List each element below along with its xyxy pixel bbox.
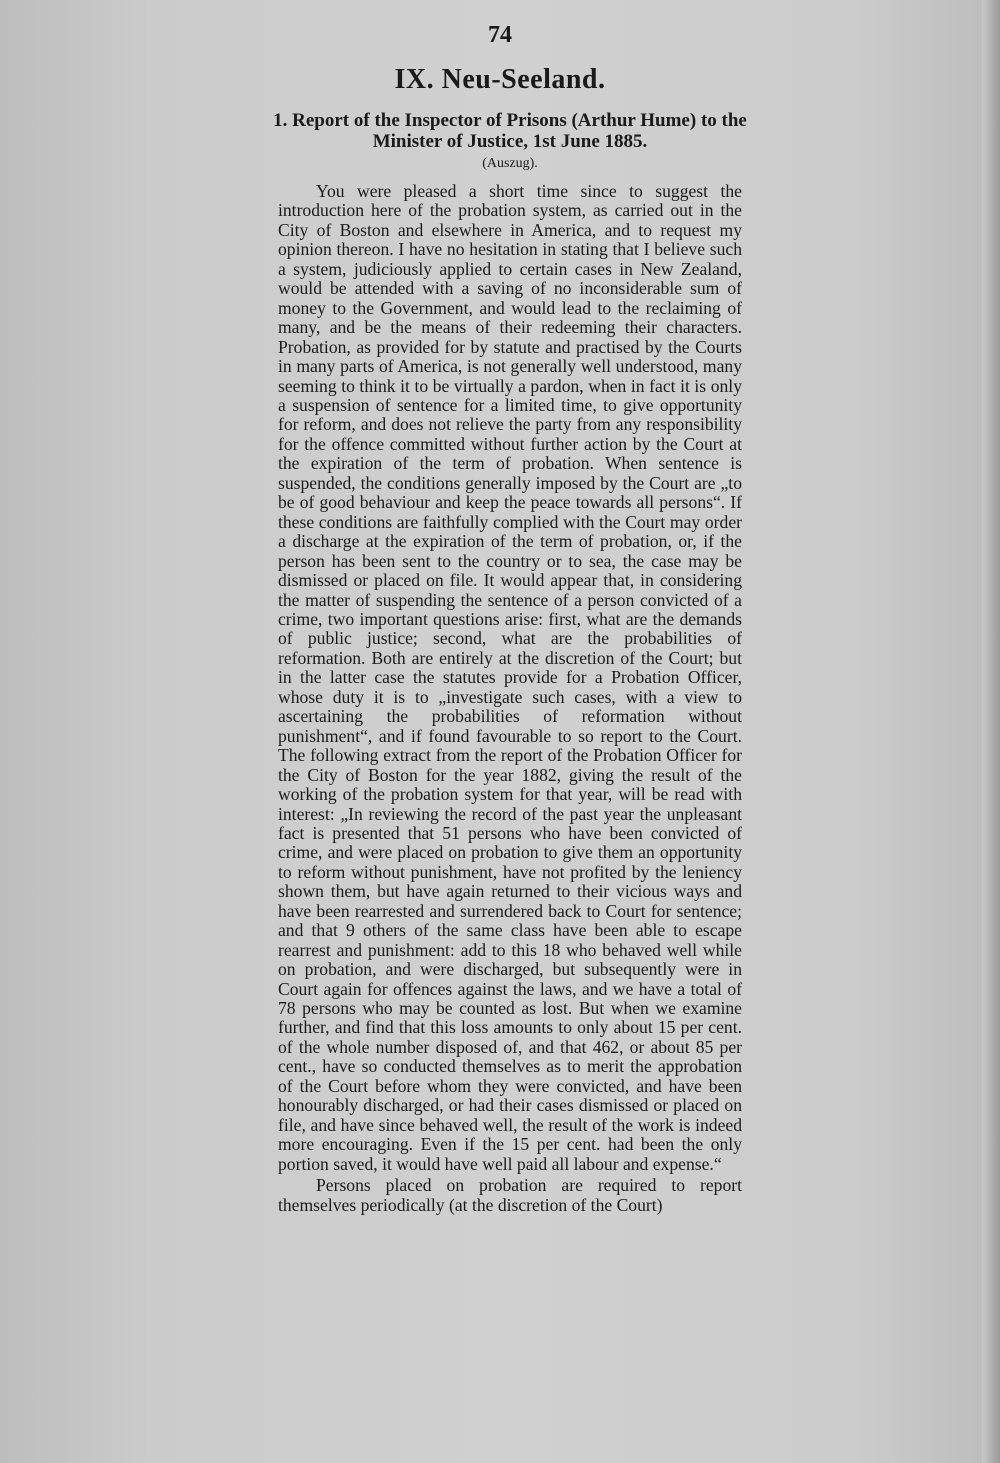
report-title: 1. Report of the Inspector of Prisons (Arthur Hume) to the Minister of Justice, 1st June 1885. [273, 110, 747, 152]
body-text [278, 182, 742, 1215]
section-heading: IX. Neu-Seeland. [394, 64, 606, 95]
page-edge-shadow [982, 0, 1000, 1463]
body-paragraph-2: Persons placed on probation are required to report themselves periodically (at the discretion of the Court) [278, 1175, 742, 1215]
page-number: 74 [488, 22, 512, 48]
excerpt-note: (Auszug). [482, 156, 538, 171]
body-paragraph-1: You were pleased a short time since to suggest the introduction here of the probation system, as carried out in the City of Boston and elsewhere in America, and to request my opinion thereon. I have no hesitation in stating that I believe such a system, judiciously applied to certain cases in New Zealand, would be attended with a saving of no inconsiderable sum of money to the Government, and would lead to the reclaiming of many, and be the means of their redeeming their characters. Probation, as provided for by statute and practised by the Courts in many parts of America, is not generally well understood, many seeming to think it to be virtually a pardon, when in fact it is only a suspension of sentence for a limited time, to give opportunity for reform, and does not relieve the party from any responsibility for the offence committed without further action by the Court at the expiration of the term of probation. When sentence is suspended, the conditions generally imposed by the Court are „to be of good behaviour and keep the peace towards all persons“. If these conditions are faithfully complied with the Court may order a discharge at the expiration of the term of probation, or, if the person has been sent to the country or to sea, the case may be dismissed or placed on file. It would appear that, in considering the matter of suspending the sentence of a person convicted of a crime, two important questions arise: first, what are the demands of public justice; second, what are the probabilities of reformation. Both are entirely at the discretion of the Court; but in the latter case the statutes provide for a Probation Officer, whose duty it is to „investigate such cases, with a view to ascertaining the probabilities of reformation without punishment“, and if found favourable to so report to the Court. The following extract from the report of the Probation Officer for the City of Boston for the year 1882, giving the result of the working of the probation system for that year, will be read with interest: „In reviewing the record of the past year the unpleasant fact is presented that 51 persons who have been convicted of crime, and were placed on probation to give them an opportunity to reform without punishment, have not profited by the leniency shown them, but have again returned to their vicious ways and have been rearrested and surrendered back to Court for sentence; and that 9 others of the same class have been able to escape rearrest and punishment: add to this 18 who behaved well while on probation, and were discharged, but subsequently were in Court again for offences against the laws, and we have a total of 78 persons who may be counted as lost. But when we examine further, and find that this loss amounts to only about 15 per cent. of the whole number disposed of, and that 462, or about 85 per cent., have so conducted themselves as to merit the approbation of the Court before whom they were convicted, and have been honourably discharged, or had their cases dismissed or placed on file, and have since behaved well, the result of the work is indeed more encouraging. Even if the 15 per cent. had been the only portion saved, it would have well paid all labour and expense.“ [278, 181, 742, 1174]
